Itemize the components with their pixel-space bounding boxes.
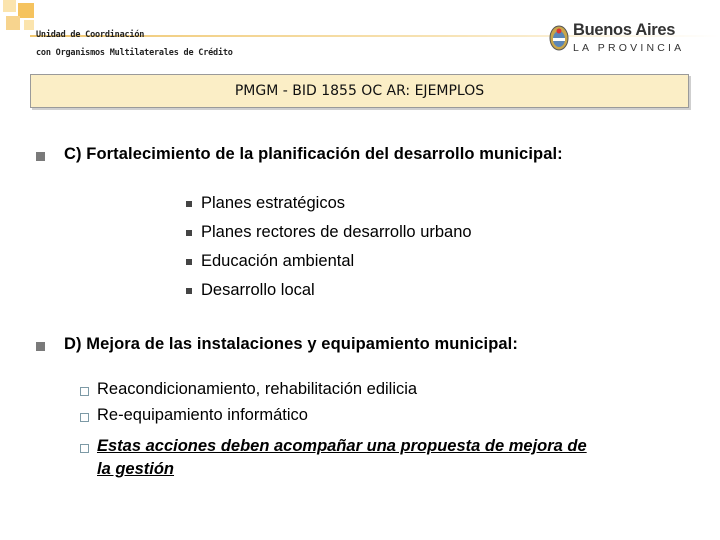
list-item: Desarrollo local [201, 281, 315, 299]
section-c-heading: C) Fortalecimiento de la planificación del desarrollo municipal: [64, 145, 563, 163]
logo-title: Buenos Aires [573, 21, 676, 39]
emphasis-line-1: Estas acciones deben acompañar una propuesta de mejora de [97, 437, 587, 455]
decorative-square [24, 20, 34, 30]
decorative-square [6, 16, 20, 30]
org-name-line2: con Organismos Multilaterales de Crédito [36, 48, 233, 58]
seal-icon [549, 25, 569, 51]
title-banner [30, 74, 689, 108]
bullet-small-square-icon [186, 230, 192, 236]
bullet-small-square-icon [186, 259, 192, 265]
bullet-square-icon [36, 342, 45, 351]
list-item: Reacondicionamiento, rehabilitación edilicia [97, 380, 418, 398]
list-item: Planes estratégicos [201, 194, 345, 212]
list-item: Re-equipamiento informático [97, 406, 308, 424]
bullet-square-icon [36, 152, 45, 161]
decorative-square [18, 3, 34, 18]
bullet-small-square-icon [186, 201, 192, 207]
bullet-checkbox-icon [80, 444, 89, 453]
bullet-small-square-icon [186, 288, 192, 294]
slide-title: PMGM - BID 1855 OC AR: EJEMPLOS [234, 83, 485, 99]
list-item: Planes rectores de desarrollo urbano [201, 223, 472, 241]
decorative-square [3, 0, 16, 12]
province-logo [549, 23, 689, 59]
emphasis-line-2: la gestión [97, 460, 175, 478]
org-name-line1: Unidad de Coordinación [36, 30, 145, 40]
bullet-checkbox-icon [80, 387, 89, 396]
list-item: Educación ambiental [201, 252, 355, 270]
bullet-checkbox-icon [80, 413, 89, 422]
logo-subtitle: LA PROVINCIA [573, 42, 685, 54]
section-d-heading: D) Mejora de las instalaciones y equipamiento municipal: [64, 335, 518, 353]
